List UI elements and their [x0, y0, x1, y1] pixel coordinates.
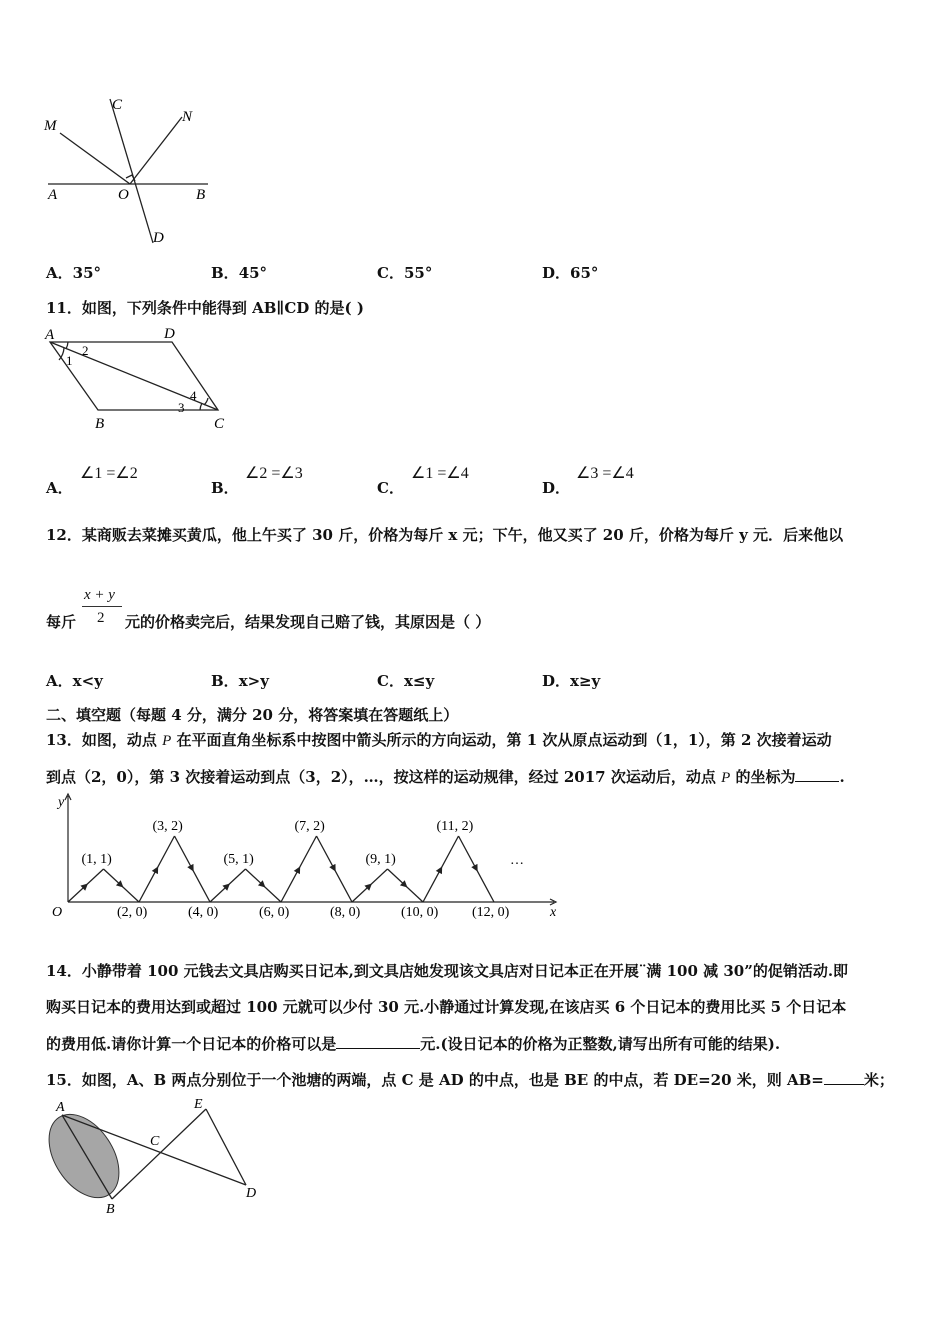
q14-line3-b: 元.(设日记本的价格为正整数,请写出所有可能的结果).	[420, 1035, 781, 1053]
q12-option-d[interactable]	[542, 670, 600, 691]
q10-option-a[interactable]	[46, 262, 101, 283]
label-b: B	[106, 1202, 115, 1217]
option-text: x<y	[72, 672, 103, 690]
option-text: 65°	[570, 264, 599, 282]
label-m: M	[44, 118, 57, 134]
option-letter: D．	[542, 479, 571, 497]
q13-line1-a: 13．如图，动点	[46, 731, 163, 749]
label-d: D	[246, 1186, 257, 1201]
q14-line3	[46, 1033, 780, 1054]
q15-stem	[46, 1069, 894, 1090]
q11-option-b[interactable]	[211, 477, 239, 498]
label-b: B	[95, 416, 105, 432]
axis-point-label: (2, 0)	[117, 905, 148, 920]
axis-point-label: (12, 0)	[472, 905, 510, 920]
axis-point-label: (10, 0)	[401, 905, 439, 920]
ray-om	[60, 133, 130, 184]
peak-point-label: (7, 2)	[294, 819, 325, 834]
q13-line2-b: 的坐标为	[730, 768, 796, 786]
q10-option-d[interactable]	[542, 262, 598, 283]
ray-on	[130, 117, 182, 184]
q11-option-a-text: ∠1 =∠2	[80, 465, 138, 482]
option-letter: C．	[377, 479, 404, 497]
q14-answer-blank[interactable]	[336, 1048, 420, 1049]
q11-option-a[interactable]	[46, 477, 73, 498]
q11-option-c-text: ∠1 =∠4	[411, 465, 469, 482]
q11-option-b-text: ∠2 =∠3	[245, 465, 303, 482]
q12-fraction-denominator: 2	[97, 610, 105, 626]
option-letter: D．	[542, 264, 571, 282]
option-letter: B．	[211, 672, 239, 690]
q10-option-b[interactable]	[211, 262, 267, 283]
option-text: 35°	[72, 264, 102, 282]
q12-option-c[interactable]	[377, 670, 434, 691]
q13-line2	[46, 766, 845, 787]
option-letter: C．	[377, 672, 404, 690]
q12-prefix: 每斤	[46, 613, 77, 631]
q10-option-c[interactable]	[377, 262, 432, 283]
label-a: A	[45, 327, 55, 343]
label-c: C	[150, 1134, 160, 1149]
q15-stem-b: 米；	[863, 1071, 894, 1089]
q11-stem: 11．如图，下列条件中能得到 AB∥CD 的是( )	[46, 299, 364, 317]
option-letter: B．	[211, 264, 239, 282]
q14-line2: 购买日记本的费用达到或超过 100 元就可以少付 30 元.小静通过计算发现,在该店买 6 个日记本的费用比买 5 个日记本	[46, 998, 847, 1016]
x-axis-label: x	[550, 905, 557, 920]
option-letter: A．	[46, 264, 73, 282]
q13-answer-blank[interactable]	[795, 781, 839, 782]
ellipsis-label: …	[510, 853, 524, 868]
label-o: O	[118, 187, 129, 203]
label-d: D	[164, 326, 175, 342]
option-text: 45°	[238, 264, 268, 282]
option-text: x≤y	[403, 672, 435, 690]
option-letter: C．	[377, 264, 404, 282]
label-d: D	[153, 230, 164, 246]
origin-label: O	[52, 905, 63, 920]
q13-line2-end: .	[839, 768, 845, 786]
option-text: x≥y	[570, 672, 601, 690]
peak-point-label: (3, 2)	[152, 819, 183, 834]
angle-arc-4	[204, 398, 208, 405]
axis-point-label: (8, 0)	[330, 905, 361, 920]
option-text: 55°	[403, 264, 433, 282]
q13-line1	[46, 729, 832, 750]
q12-fraction-numerator: x + y	[84, 587, 115, 603]
axis-point-label: (4, 0)	[188, 905, 219, 920]
q13-line1-b: 在平面直角坐标系中按图中箭头所示的方向运动，第 1 次从原点运动到（1，1），第 2 次接着运动	[171, 731, 832, 749]
q11-option-c[interactable]	[377, 477, 404, 498]
angle-arc-3	[200, 403, 202, 410]
q11-option-d-text: ∠3 =∠4	[576, 465, 634, 482]
q12-suffix: 元的价格卖完后，结果发现自己赔了钱，其原因是（ ）	[125, 613, 491, 631]
q12-option-a[interactable]	[46, 670, 103, 691]
q15-answer-blank[interactable]	[824, 1084, 864, 1085]
axis-point-label: (6, 0)	[259, 905, 290, 920]
q15-stem-a: 15．如图，A、B 两点分别位于一个池塘的两端，点 C 是 AD 的中点，也是 BE 的中点，若 DE=20 米，则 AB=	[46, 1071, 824, 1089]
peak-point-label: (9, 1)	[365, 852, 396, 867]
label-angle-2: 2	[82, 343, 89, 358]
option-letter: B．	[211, 479, 239, 497]
option-letter: A．	[46, 479, 73, 497]
label-c: C	[112, 97, 123, 113]
option-text: x>y	[238, 672, 269, 690]
figure-q11	[40, 322, 240, 437]
q13-line2-a: 到点（2，0），第 3 次接着运动到点（3，2），…，按这样的运动规律，经过 2017 次运动后，动点	[46, 768, 722, 786]
label-a: A	[48, 187, 58, 203]
figure-q10	[40, 95, 230, 250]
peak-point-label: (5, 1)	[223, 852, 254, 867]
label-angle-3: 3	[178, 400, 185, 415]
label-n: N	[182, 109, 193, 125]
label-b: B	[196, 187, 206, 203]
section-heading: 二、填空题（每题 4 分，满分 20 分，将答案填在答题纸上）	[46, 706, 459, 724]
segment-ed	[206, 1109, 246, 1185]
label-angle-1: 1	[66, 353, 73, 368]
peak-point-label: (1, 1)	[81, 852, 112, 867]
q12-stem-line1: 12．某商贩去菜摊买黄瓜，他上午买了 30 斤，价格为每斤 x 元；下午，他又买了 20 斤，价格为每斤 y 元．后来他以	[46, 526, 844, 544]
label-a: A	[56, 1100, 65, 1115]
label-c: C	[214, 416, 225, 432]
option-letter: A．	[46, 672, 73, 690]
label-angle-4: 4	[190, 388, 197, 403]
q13-chart	[44, 790, 564, 922]
peak-point-label: (11, 2)	[436, 819, 474, 834]
angle-arc-2	[66, 342, 68, 349]
q13-point-p-2: P	[721, 770, 731, 786]
q14-line3-a: 的费用低.请你计算一个日记本的价格可以是	[46, 1035, 337, 1053]
q14-line1: 14．小静带着 100 元钱去文具店购买日记本,到文具店她发现该文具店对日记本正在开展¨满 100 减 30”的促销活动.即	[46, 962, 849, 980]
line-cd	[110, 99, 153, 243]
figure-q15	[40, 1093, 270, 1218]
y-axis-label: y	[58, 795, 65, 810]
q12-option-b[interactable]	[211, 670, 269, 691]
option-letter: D．	[542, 672, 571, 690]
q12-fraction-bar	[82, 606, 122, 607]
segment-be	[112, 1109, 206, 1199]
q13-point-p: P	[162, 733, 172, 749]
q11-option-d[interactable]	[542, 477, 570, 498]
label-e: E	[194, 1097, 203, 1112]
